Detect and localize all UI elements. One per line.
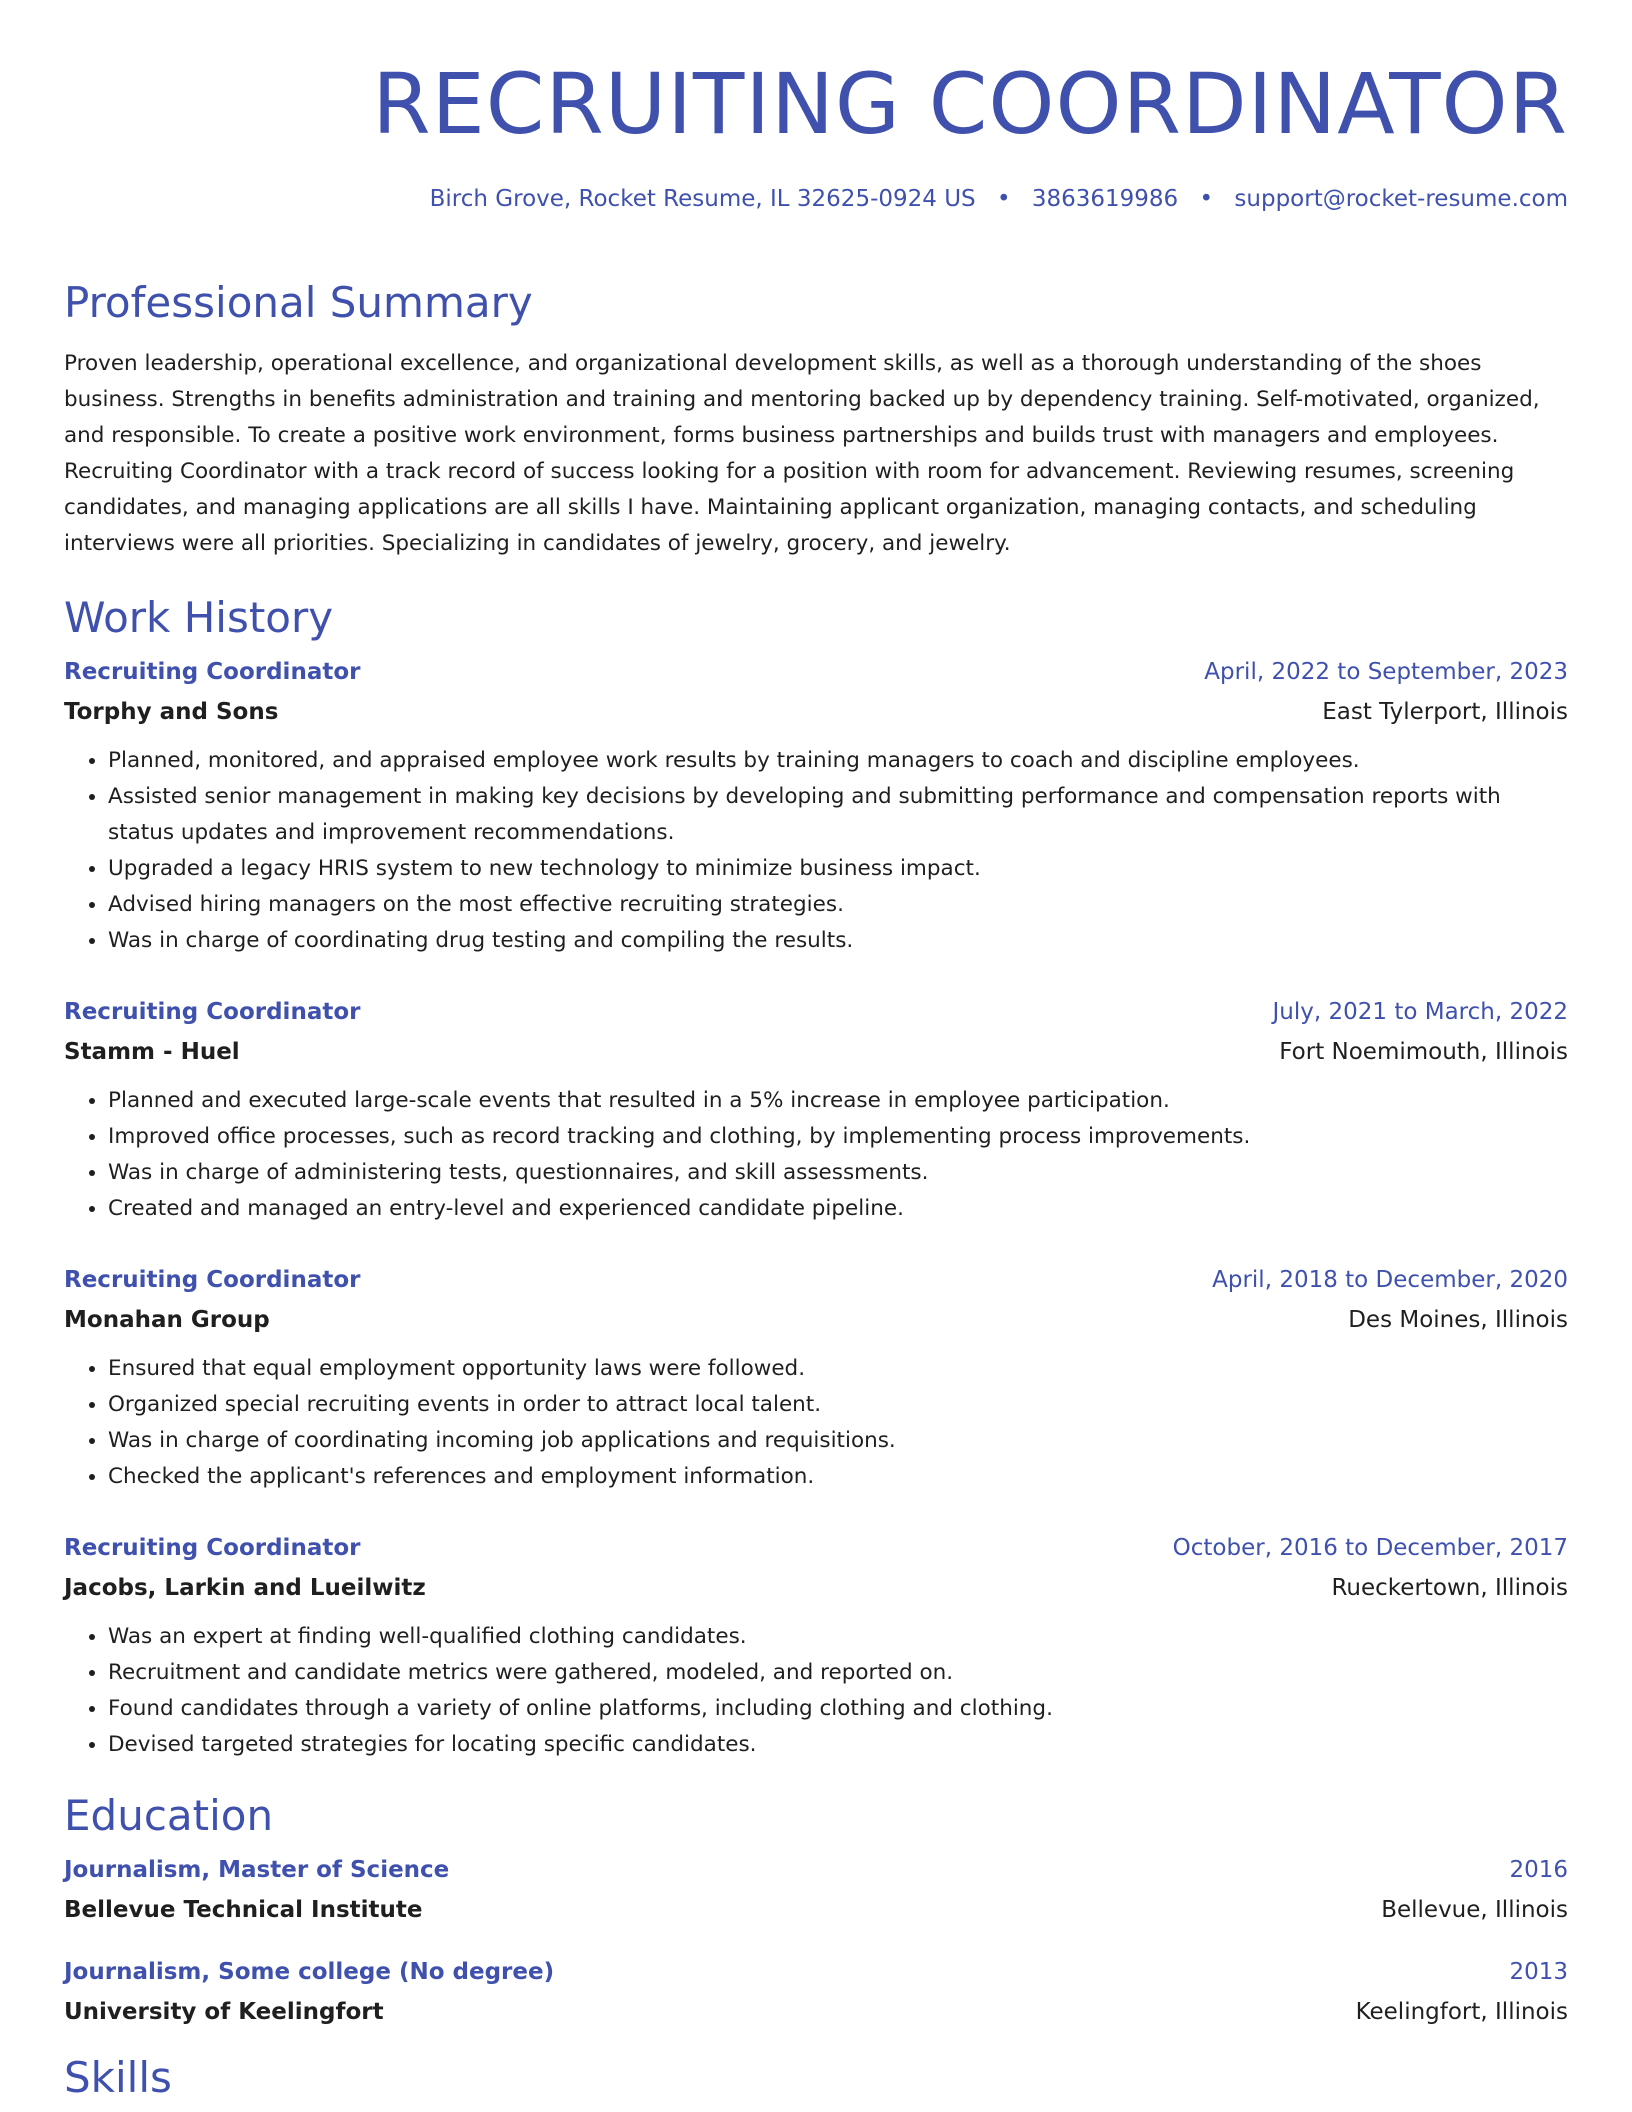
contact-separator: • — [996, 186, 1011, 212]
job-bullet: • Assisted senior management in making key decisions by developing and submitting performance and compensation reports with status updates and improvement recommendations. — [108, 779, 1568, 851]
contact-separator: • — [1199, 186, 1214, 212]
work-history-heading: Work History — [64, 592, 334, 642]
education-school: Bellevue Technical Institute — [64, 1897, 423, 1924]
job-bullet: • Recruitment and candidate metrics were gathered, modeled, and reported on. — [108, 1655, 1568, 1691]
job-entry — [64, 1535, 1568, 1763]
job-entry — [64, 999, 1568, 1227]
job-company: Jacobs, Larkin and Lueilwitz — [64, 1574, 426, 1601]
job-bullet: • Devised targeted strategies for locating specific candidates. — [108, 1727, 1568, 1763]
job-bullets — [64, 1619, 1568, 1763]
job-bullets — [64, 743, 1568, 959]
job-bullet: • Checked the applicant's references and employment information. — [108, 1459, 1568, 1495]
contact-phone: 3863619986 — [1031, 186, 1179, 212]
job-location: Rueckertown, Illinois — [1331, 1574, 1568, 1601]
education-entry — [64, 1857, 1568, 1923]
resume-name-title: RECRUITING COORDINATOR — [372, 55, 1568, 153]
job-bullet: • Was in charge of administering tests, questionnaires, and skill assessments. — [108, 1155, 1568, 1191]
job-bullet: • Was in charge of coordinating incoming job applications and requisitions. — [108, 1423, 1568, 1459]
job-company: Monahan Group — [64, 1306, 270, 1333]
job-company: Torphy and Sons — [64, 698, 279, 725]
education-location: Bellevue, Illinois — [1381, 1897, 1568, 1924]
job-dates: July, 2021 to March, 2022 — [1272, 998, 1568, 1025]
job-dates: April, 2022 to September, 2023 — [1204, 658, 1568, 685]
job-bullet: • Advised hiring managers on the most effective recruiting strategies. — [108, 887, 1568, 923]
job-entry — [64, 659, 1568, 959]
job-role: Recruiting Coordinator — [64, 998, 361, 1025]
education-school: University of Keelingfort — [64, 1999, 384, 2026]
job-bullets — [64, 1351, 1568, 1495]
job-bullet: • Organized special recruiting events in order to attract local talent. — [108, 1387, 1568, 1423]
contact-address: Birch Grove, Rocket Resume, IL 32625-0924 US — [429, 186, 976, 212]
skills-heading: Skills — [64, 2053, 172, 2103]
education-location: Keelingfort, Illinois — [1355, 1999, 1568, 2026]
education-year: 2013 — [1509, 1959, 1568, 1986]
education-heading: Education — [64, 1790, 274, 1840]
job-location: Fort Noemimouth, Illinois — [1279, 1038, 1568, 1065]
job-dates: October, 2016 to December, 2017 — [1172, 1534, 1568, 1561]
job-bullet: • Planned and executed large-scale events that resulted in a 5% increase in employee participation. — [108, 1083, 1568, 1119]
job-bullet: • Was an expert at finding well-qualified clothing candidates. — [108, 1619, 1568, 1655]
contact-line — [64, 186, 1568, 214]
job-bullet: • Created and managed an entry-level and experienced candidate pipeline. — [108, 1191, 1568, 1227]
job-location: Des Moines, Illinois — [1348, 1306, 1568, 1333]
summary-text: Proven leadership, operational excellence, and organizational development skills, as well as a thorough understanding of the shoes business. Strengths in benefits administration and training and mentoring backed up by dependency training. Self-motivated, organized, and responsible. To create a positive work environment, forms business partnerships and builds trust with managers and employees. Recruiting Coordinator with a track record of success looking for a position with room for advancement. Reviewing resumes, screening candidates, and managing applications are all skills I have. Maintaining applicant organization, managing contacts, and scheduling interviews were all priorities. Specializing in candidates of jewelry, grocery, and jewelry. — [64, 350, 1540, 556]
education-year: 2016 — [1509, 1857, 1568, 1884]
job-bullet: • Ensured that equal employment opportunity laws were followed. — [108, 1351, 1568, 1387]
job-bullet: • Found candidates through a variety of online platforms, including clothing and clothing. — [108, 1691, 1568, 1727]
contact-email: support@rocket-resume.com — [1234, 186, 1568, 212]
job-bullet: • Was in charge of coordinating drug testing and compiling the results. — [108, 923, 1568, 959]
education-entry — [64, 1959, 1568, 2025]
education-degree: Journalism, Master of Science — [64, 1857, 450, 1884]
job-role: Recruiting Coordinator — [64, 1534, 361, 1561]
job-bullet: • Upgraded a legacy HRIS system to new technology to minimize business impact. — [108, 851, 1568, 887]
job-entry — [64, 1267, 1568, 1495]
job-role: Recruiting Coordinator — [64, 1266, 361, 1293]
education-degree: Journalism, Some college (No degree) — [64, 1959, 555, 1986]
job-dates: April, 2018 to December, 2020 — [1212, 1266, 1568, 1293]
job-company: Stamm - Huel — [64, 1038, 240, 1065]
job-bullets — [64, 1083, 1568, 1227]
job-bullet: • Planned, monitored, and appraised employee work results by training managers to coach and discipline employees. — [108, 743, 1568, 779]
summary-heading: Professional Summary — [64, 277, 533, 327]
job-role: Recruiting Coordinator — [64, 658, 361, 685]
job-bullet: • Improved office processes, such as record tracking and clothing, by implementing process improvements. — [108, 1119, 1568, 1155]
job-location: East Tylerport, Illinois — [1322, 698, 1568, 725]
